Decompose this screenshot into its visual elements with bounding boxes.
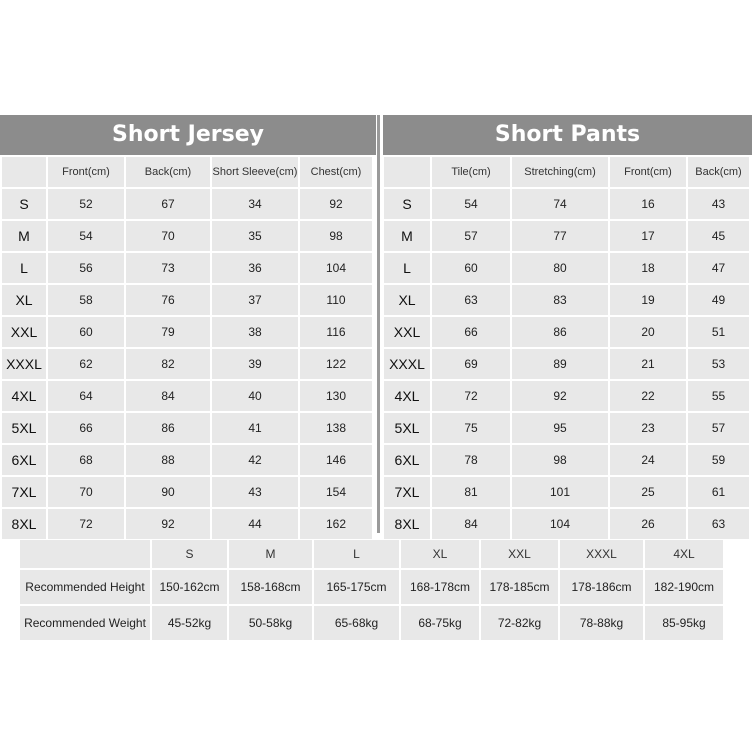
column-header: Short Sleeve(cm)	[212, 157, 298, 187]
table-cell: 37	[212, 285, 298, 315]
table-cell: 24	[610, 445, 686, 475]
table-cell: 66	[432, 317, 510, 347]
table-cell: 158-168cm	[229, 570, 312, 604]
table-cell: 138	[300, 413, 372, 443]
table-cell: 68-75kg	[401, 606, 479, 640]
table-cell: 92	[512, 381, 608, 411]
column-header: S	[152, 540, 227, 568]
table-cell: 66	[48, 413, 124, 443]
table-cell: 61	[688, 477, 749, 507]
column-header	[20, 540, 150, 568]
table-cell: 23	[610, 413, 686, 443]
table-cell: 38	[212, 317, 298, 347]
table-row	[384, 381, 749, 411]
row-label: 6XL	[2, 445, 46, 475]
table-cell: 130	[300, 381, 372, 411]
row-label: 8XL	[2, 509, 46, 539]
table-cell: 58	[48, 285, 124, 315]
table-cell: 64	[48, 381, 124, 411]
table-cell: 73	[126, 253, 210, 283]
table-row	[2, 477, 372, 507]
table-cell: 84	[432, 509, 510, 539]
table-cell: 72-82kg	[481, 606, 558, 640]
table-cell: 22	[610, 381, 686, 411]
table-cell: 98	[512, 445, 608, 475]
table-row	[384, 189, 749, 219]
table-cell: 51	[688, 317, 749, 347]
row-label: Recommended Weight	[20, 606, 150, 640]
header-row	[20, 540, 723, 568]
column-header: Stretching(cm)	[512, 157, 608, 187]
row-label: M	[384, 221, 430, 251]
table-row	[2, 253, 372, 283]
table-cell: 45	[688, 221, 749, 251]
table-cell: 26	[610, 509, 686, 539]
table-row	[20, 606, 723, 640]
table-cell: 20	[610, 317, 686, 347]
table-cell: 86	[126, 413, 210, 443]
table-cell: 69	[432, 349, 510, 379]
table-cell: 82	[126, 349, 210, 379]
table-cell: 56	[48, 253, 124, 283]
table-cell: 85-95kg	[645, 606, 723, 640]
table-cell: 49	[688, 285, 749, 315]
table-cell: 43	[688, 189, 749, 219]
column-header: Front(cm)	[48, 157, 124, 187]
jersey-title: Short Jersey	[0, 115, 376, 155]
table-cell: 83	[512, 285, 608, 315]
table-cell: 44	[212, 509, 298, 539]
table-cell: 68	[48, 445, 124, 475]
table-cell: 45-52kg	[152, 606, 227, 640]
table-cell: 178-185cm	[481, 570, 558, 604]
table-cell: 122	[300, 349, 372, 379]
table-cell: 116	[300, 317, 372, 347]
table-divider	[377, 115, 380, 533]
table-cell: 63	[688, 509, 749, 539]
table-cell: 78-88kg	[560, 606, 643, 640]
table-row	[384, 221, 749, 251]
table-cell: 40	[212, 381, 298, 411]
row-label: 5XL	[384, 413, 430, 443]
row-label: Recommended Height	[20, 570, 150, 604]
table-row	[2, 413, 372, 443]
header-row	[2, 157, 372, 187]
table-cell: 72	[432, 381, 510, 411]
row-label: 7XL	[384, 477, 430, 507]
pants-size-table	[382, 155, 751, 541]
column-header: 4XL	[645, 540, 723, 568]
table-cell: 77	[512, 221, 608, 251]
table-cell: 35	[212, 221, 298, 251]
table-cell: 76	[126, 285, 210, 315]
table-cell: 57	[432, 221, 510, 251]
table-cell: 79	[126, 317, 210, 347]
column-header: Chest(cm)	[300, 157, 372, 187]
row-label: L	[384, 253, 430, 283]
table-cell: 168-178cm	[401, 570, 479, 604]
row-label: M	[2, 221, 46, 251]
table-row	[384, 509, 749, 539]
table-cell: 55	[688, 381, 749, 411]
table-cell: 60	[48, 317, 124, 347]
table-cell: 90	[126, 477, 210, 507]
table-row	[20, 570, 723, 604]
table-cell: 78	[432, 445, 510, 475]
table-cell: 47	[688, 253, 749, 283]
table-cell: 59	[688, 445, 749, 475]
table-cell: 104	[300, 253, 372, 283]
table-cell: 60	[432, 253, 510, 283]
table-row	[2, 445, 372, 475]
row-label: XXL	[384, 317, 430, 347]
table-row	[2, 221, 372, 251]
table-cell: 67	[126, 189, 210, 219]
column-header: Back(cm)	[126, 157, 210, 187]
column-header: XL	[401, 540, 479, 568]
column-header: XXL	[481, 540, 558, 568]
row-label: 6XL	[384, 445, 430, 475]
table-cell: 110	[300, 285, 372, 315]
table-cell: 25	[610, 477, 686, 507]
table-cell: 53	[688, 349, 749, 379]
column-header	[384, 157, 430, 187]
row-label: XXXL	[2, 349, 46, 379]
column-header: XXXL	[560, 540, 643, 568]
table-cell: 75	[432, 413, 510, 443]
table-cell: 52	[48, 189, 124, 219]
row-label: 8XL	[384, 509, 430, 539]
table-row	[384, 445, 749, 475]
table-cell: 146	[300, 445, 372, 475]
table-cell: 101	[512, 477, 608, 507]
column-header: M	[229, 540, 312, 568]
table-cell: 70	[48, 477, 124, 507]
table-cell: 57	[688, 413, 749, 443]
table-row	[2, 317, 372, 347]
table-cell: 182-190cm	[645, 570, 723, 604]
table-cell: 88	[126, 445, 210, 475]
table-cell: 41	[212, 413, 298, 443]
table-row	[2, 381, 372, 411]
table-cell: 95	[512, 413, 608, 443]
column-header: L	[314, 540, 399, 568]
table-cell: 50-58kg	[229, 606, 312, 640]
table-row	[384, 477, 749, 507]
table-cell: 62	[48, 349, 124, 379]
table-cell: 63	[432, 285, 510, 315]
table-row	[384, 413, 749, 443]
table-cell: 72	[48, 509, 124, 539]
row-label: XL	[384, 285, 430, 315]
table-row	[2, 509, 372, 539]
row-label: XL	[2, 285, 46, 315]
table-cell: 104	[512, 509, 608, 539]
table-cell: 81	[432, 477, 510, 507]
table-cell: 74	[512, 189, 608, 219]
row-label: XXL	[2, 317, 46, 347]
row-label: 4XL	[384, 381, 430, 411]
row-label: S	[384, 189, 430, 219]
table-row	[2, 285, 372, 315]
table-cell: 34	[212, 189, 298, 219]
table-cell: 84	[126, 381, 210, 411]
table-cell: 42	[212, 445, 298, 475]
recommendation-table	[18, 538, 725, 642]
row-label: L	[2, 253, 46, 283]
table-cell: 98	[300, 221, 372, 251]
table-cell: 70	[126, 221, 210, 251]
table-cell: 36	[212, 253, 298, 283]
row-label: 5XL	[2, 413, 46, 443]
table-cell: 18	[610, 253, 686, 283]
table-cell: 162	[300, 509, 372, 539]
column-header: Tile(cm)	[432, 157, 510, 187]
column-header	[2, 157, 46, 187]
table-cell: 154	[300, 477, 372, 507]
pants-title: Short Pants	[383, 115, 752, 155]
table-cell: 39	[212, 349, 298, 379]
table-cell: 92	[126, 509, 210, 539]
table-cell: 54	[432, 189, 510, 219]
table-cell: 17	[610, 221, 686, 251]
table-row	[2, 189, 372, 219]
row-label: S	[2, 189, 46, 219]
column-header: Front(cm)	[610, 157, 686, 187]
table-cell: 65-68kg	[314, 606, 399, 640]
table-cell: 178-186cm	[560, 570, 643, 604]
row-label: 7XL	[2, 477, 46, 507]
table-cell: 92	[300, 189, 372, 219]
table-cell: 19	[610, 285, 686, 315]
table-cell: 21	[610, 349, 686, 379]
table-row	[384, 253, 749, 283]
table-cell: 16	[610, 189, 686, 219]
table-cell: 89	[512, 349, 608, 379]
row-label: XXXL	[384, 349, 430, 379]
jersey-size-table	[0, 155, 374, 541]
table-cell: 165-175cm	[314, 570, 399, 604]
table-row	[384, 349, 749, 379]
table-cell: 54	[48, 221, 124, 251]
column-header: Back(cm)	[688, 157, 749, 187]
table-row	[2, 349, 372, 379]
row-label: 4XL	[2, 381, 46, 411]
table-row	[384, 317, 749, 347]
header-row	[384, 157, 749, 187]
table-cell: 150-162cm	[152, 570, 227, 604]
table-row	[384, 285, 749, 315]
table-cell: 86	[512, 317, 608, 347]
table-cell: 80	[512, 253, 608, 283]
table-cell: 43	[212, 477, 298, 507]
